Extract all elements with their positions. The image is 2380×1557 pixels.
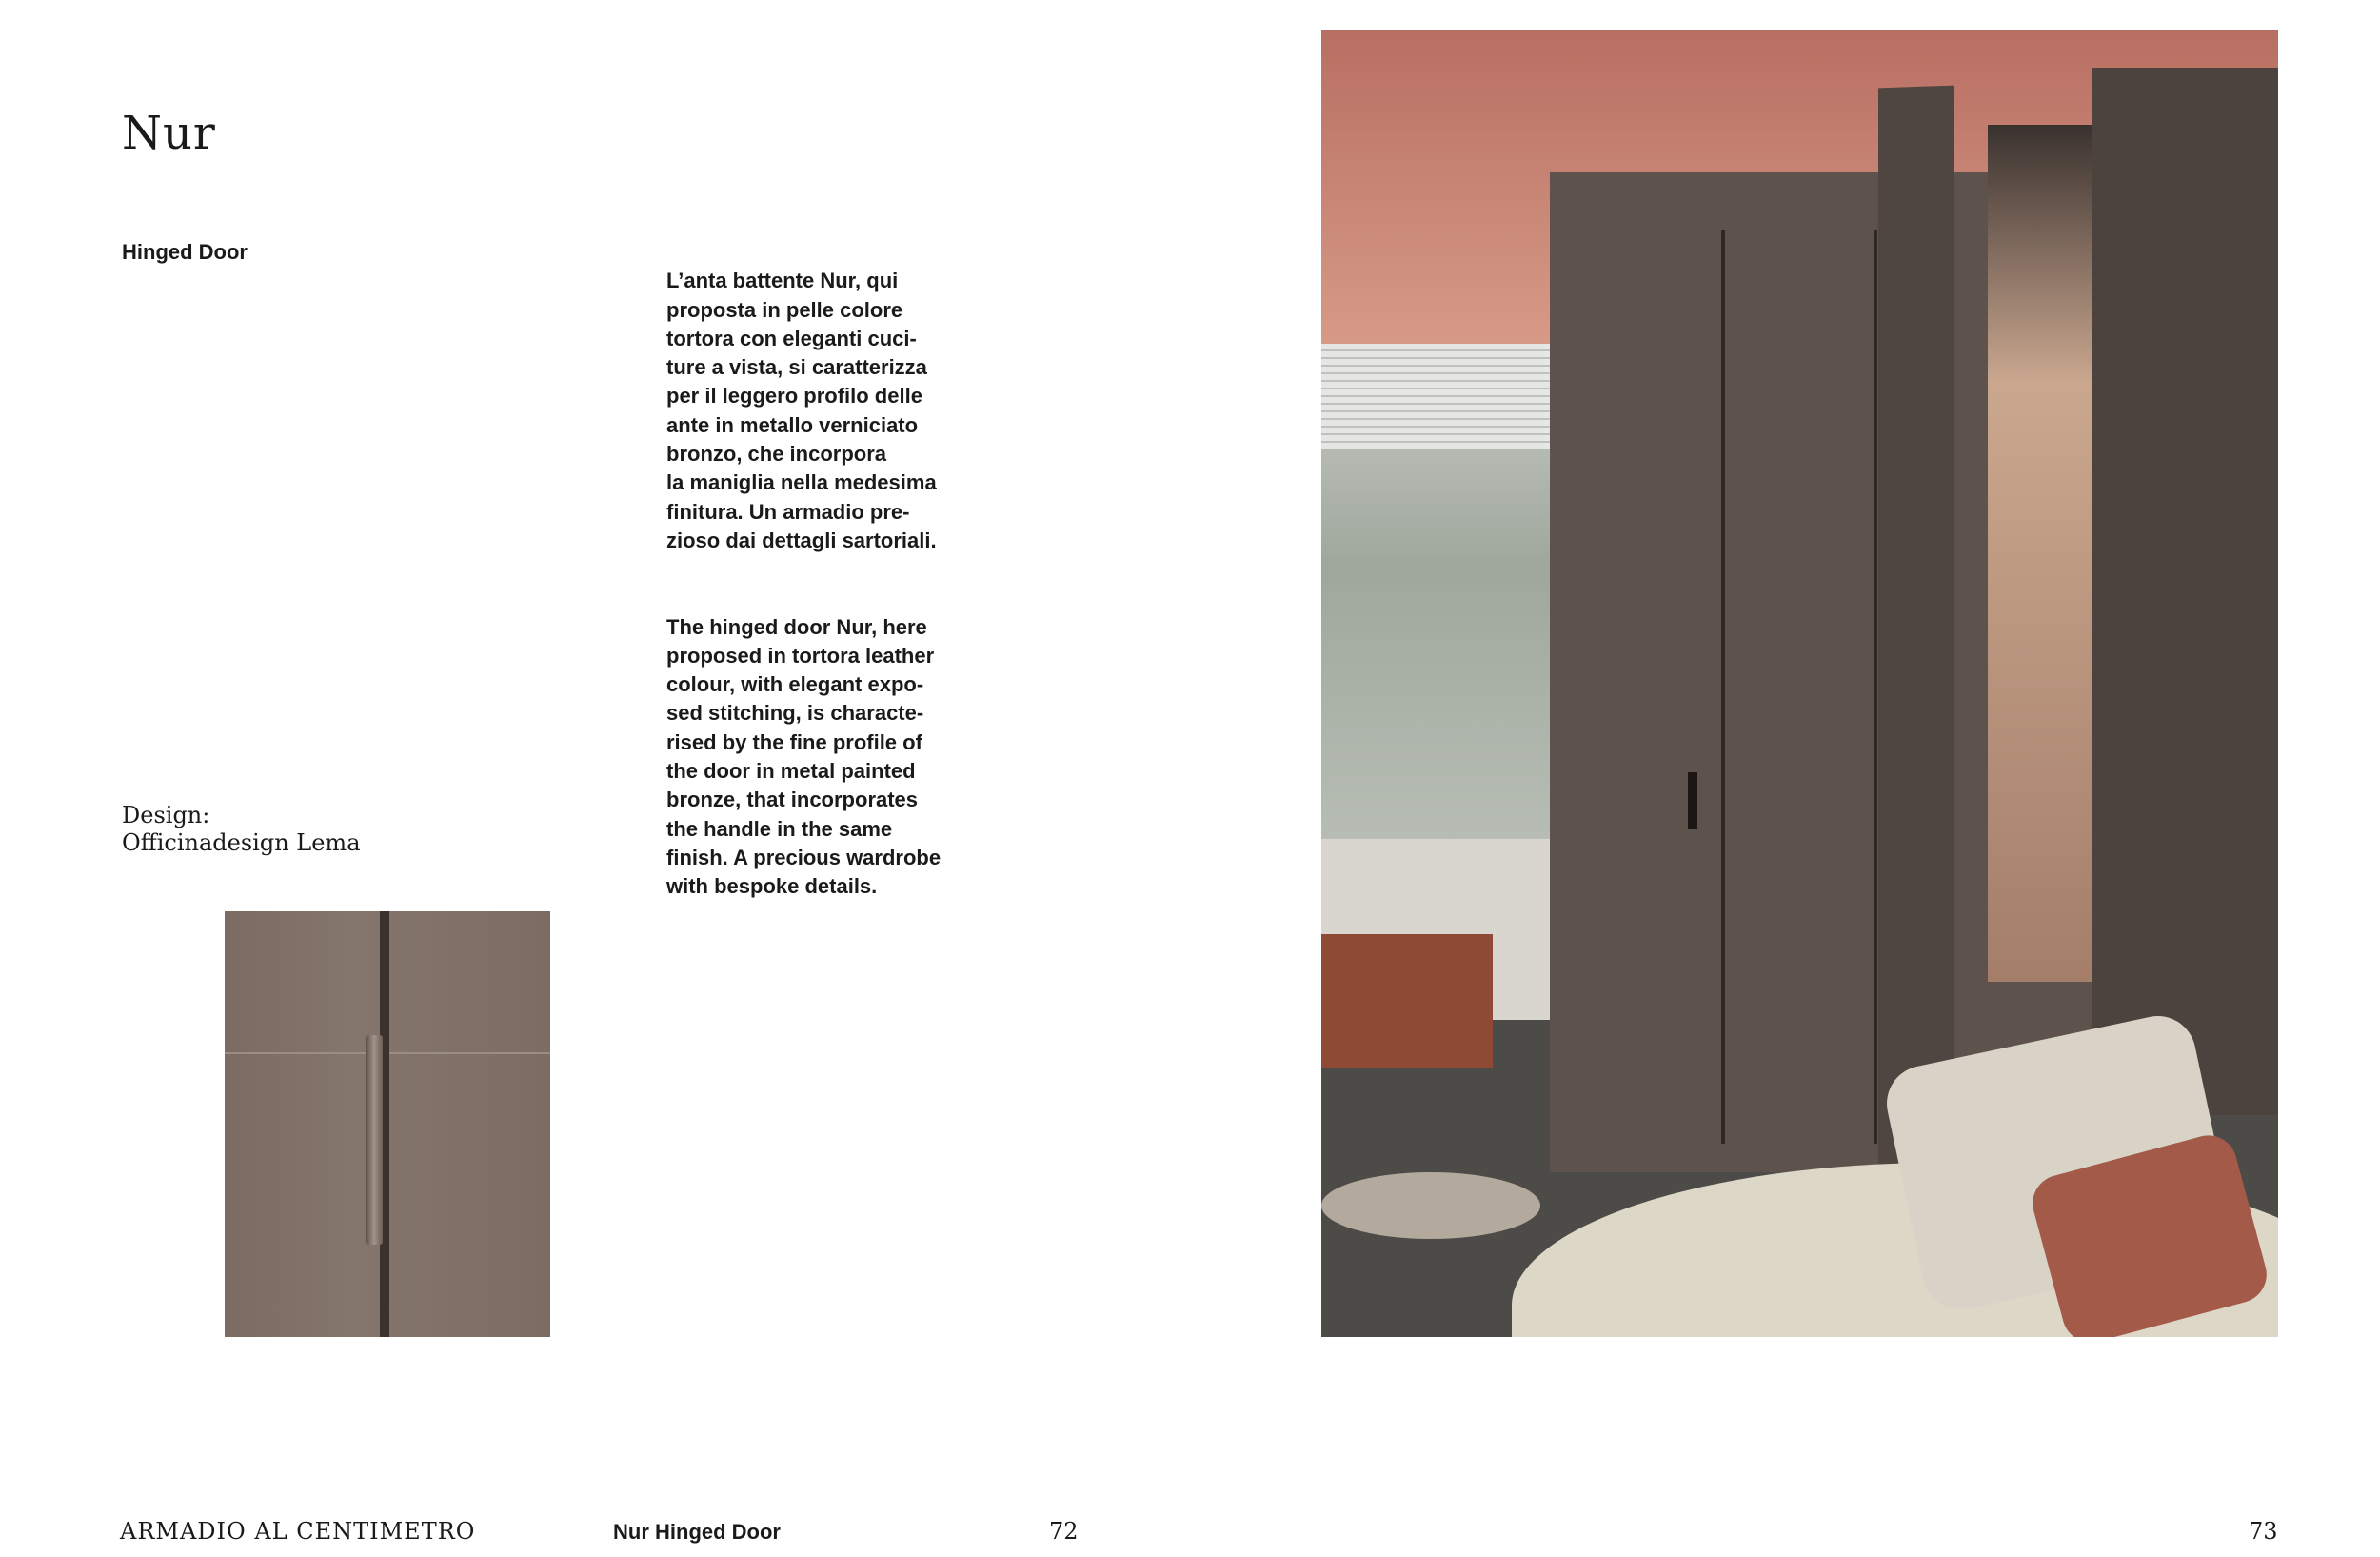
- side-panel: [2092, 68, 2278, 1115]
- leather-door-detail-image: [225, 911, 550, 1337]
- footer-collection: ARMADIO AL CENTIMETRO: [120, 1518, 476, 1545]
- door-handle: [366, 1035, 383, 1245]
- door-divider: [1721, 230, 1725, 1144]
- designer-name: Officinadesign Lema: [122, 829, 361, 856]
- suitcase: [1321, 934, 1493, 1068]
- wardrobe-interior: [1988, 125, 2092, 982]
- page-title: Nur: [122, 107, 216, 160]
- window-blind: [1321, 344, 1559, 449]
- wardrobe-room-photo: [1321, 30, 2278, 1337]
- page-number-left: 72: [1049, 1518, 1079, 1545]
- page-number-right: 73: [2249, 1518, 2278, 1545]
- wardrobe-handle: [1688, 772, 1697, 829]
- description-english: The hinged door Nur, here proposed in tortora leather colour, with elegant expo- sed stitching, is characte- rised by the fine profile of the door in metal painted bronze, that incorporates the handle in the same finish. A precious wardrobe with bespoke details.: [666, 614, 942, 899]
- design-label: Design:: [122, 802, 210, 828]
- side-table: [1321, 1172, 1540, 1239]
- description-italian: L’anta battente Nur, qui proposta in pelle colore tortora con eleganti cuci- ture a vista, si caratterizza per il leggero profilo delle ante in metallo verniciato bronzo, che incorpora la maniglia nella medesima finitura. Un armadio pre- zioso dai dettagli sartoriali.: [666, 269, 937, 552]
- door-divider: [1874, 230, 1877, 1144]
- design-credit: [122, 802, 361, 857]
- open-door: [1878, 86, 1954, 1212]
- product-subtitle: Hinged Door: [122, 240, 248, 264]
- footer-section: Nur Hinged Door: [613, 1520, 781, 1544]
- description-block: [666, 238, 952, 959]
